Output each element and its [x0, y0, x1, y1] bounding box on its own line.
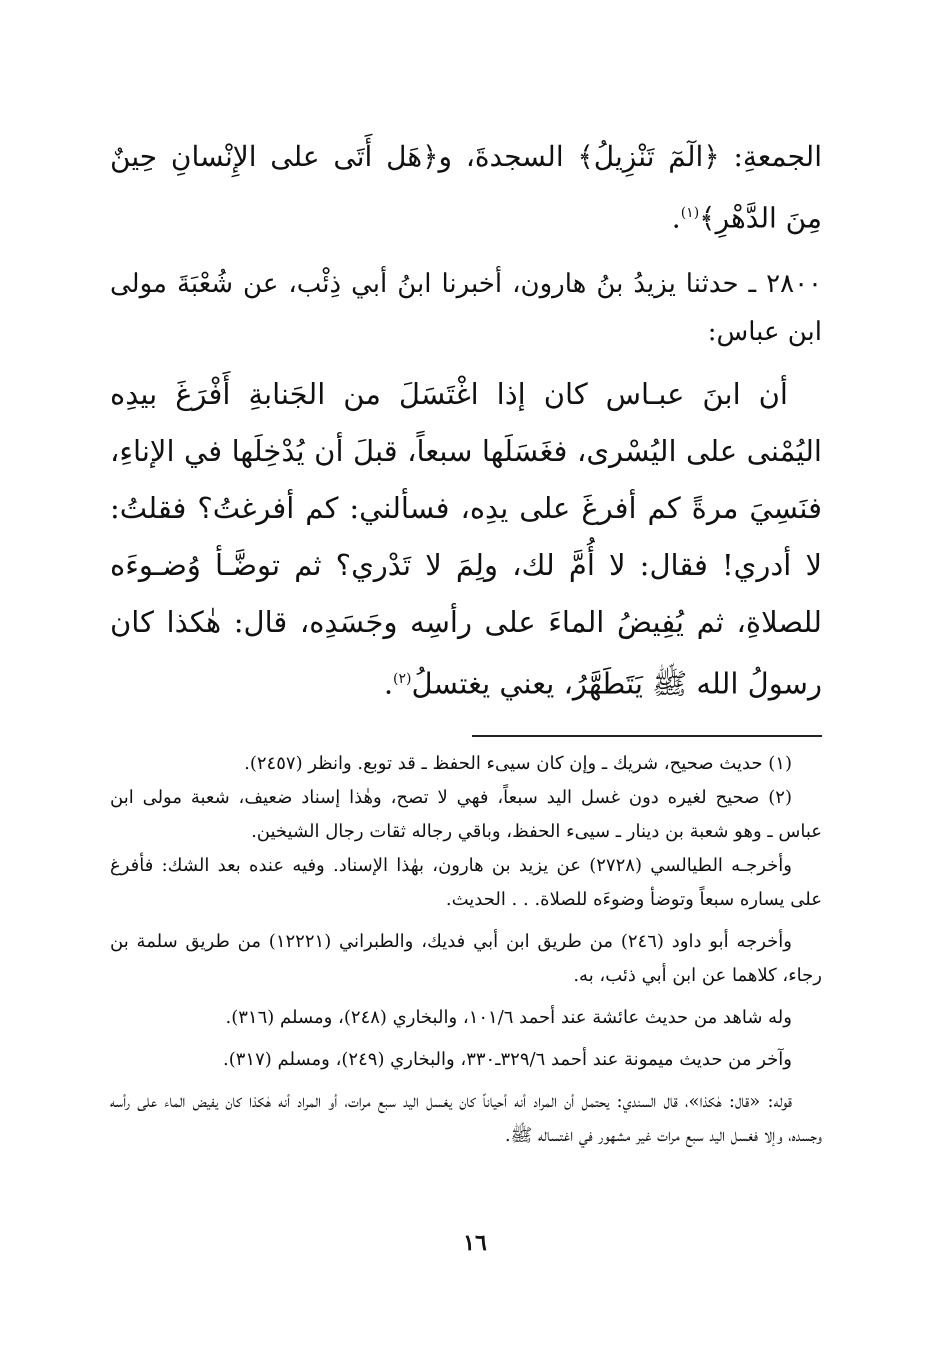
footnotes	[110, 747, 822, 1153]
matn-text: أن ابنَ عبـاس كان إذا اغْتَسَلَ من الجَنابةِ أَفْرَغَ بيدِه اليُمْنى على اليُسْرى، فغَسَلَها سبعاً، قبلَ أن يُدْخِلَها في الإناءِ، فنَسِيَ مرةً كم أفرغَ على يدِه، فسألني: كم أفرغتُ؟ فقلتُ: لا أدري! فقال: لا أُمَّ لك، ولِمَ لا تَدْري؟ ثم توضَّـأ وُضـوءَه للصلاةِ، ثم يُفِيضُ الماءَ على رأسِه وجَسَدِه، قال: هٰكذا كان رسولُ الله ﷺ يَتَطَهَّرُ، يعني يغتسلُ	[110, 377, 822, 701]
footnote-para-6: وآخر من حديث ميمونة عند أحمد ٣٢٩/٦ـ٣٣٠، والبخاري (٢٤٩)، ومسلم (٣١٧).	[223, 1048, 792, 1070]
intro-paragraph	[110, 128, 822, 246]
footnote-para-4: وأخرجه أبو داود (٢٤٦) من طريق ابن أبي فديك، والطبراني (١٢٢٢١) من طريق سلمة بن رجاء، كلاهما عن ابن أبي ذئب، به.	[110, 930, 822, 986]
main-text	[110, 128, 822, 713]
footnote-ref-2: (٢)	[393, 671, 412, 688]
matn-end: .	[383, 666, 394, 701]
footnote-divider	[472, 735, 822, 737]
footnote-para-3: وأخرجـه الطيالسي (٢٧٢٨) عن يزيد بن هارون، بهٰذا الإسناد. وفيه عنده بعد الشك: فأفرغ على يساره سبعاً وتوضأ وضوءَه للصلاة. . . الحديث.	[110, 854, 822, 910]
footnote-ref-1: (١)	[680, 205, 700, 221]
page-body	[110, 128, 822, 1153]
page-number: ١٦	[463, 1230, 487, 1256]
footnote-2: (٢) صحيح لغيره دون غسل اليد سبعاً، فهي لا تصح، وهٰذا إسناد ضعيف، شعبة مولى ابن عباس ـ وهو شعبة بن دينار ـ سيىء الحفظ، وباقي رجاله ثقات رجال الشيخين.	[110, 786, 822, 842]
footnote-para-5: وله شاهد من حديث عائشة عند أحمد ١٠١/٦، والبخاري (٢٤٨)، ومسلم (٣١٦).	[225, 1006, 792, 1028]
hadith-matn	[110, 366, 822, 713]
intro-end: .	[671, 201, 681, 235]
footnote-1: (١) حديث صحيح، شريك ـ وإن كان سيىء الحفظ ـ قد توبع. وانظر (٢٤٥٧).	[244, 752, 792, 774]
intro-text: الجمعةِ: ﴿الٓمٓ تَنْزِيلُ﴾ السجدةَ، و﴿هَل أَتَى على الإِنْسانِ حِينٌ مِنَ الدَّهْرِ﴾	[110, 140, 822, 235]
hadith-isnad: ٢٨٠٠ ـ حدثنا يزيدُ بنُ هارون، أخبرنا ابنُ أبي ذِئْب، عن شُعْبَةَ مولى ابن عباس:	[110, 269, 822, 348]
footnote-para-7: قوله: «قال: هٰكذا»، قال السندي: يحتمل أن المراد أنه أحياناً كان يغسل اليد سبع مرات، أو المراد أنه هٰكذا كان يفيض الماء على رأسه وجسده، وإلا فغسل اليد سبع مرات غير مشهور في اغتساله ﷺ.	[110, 1090, 822, 1146]
